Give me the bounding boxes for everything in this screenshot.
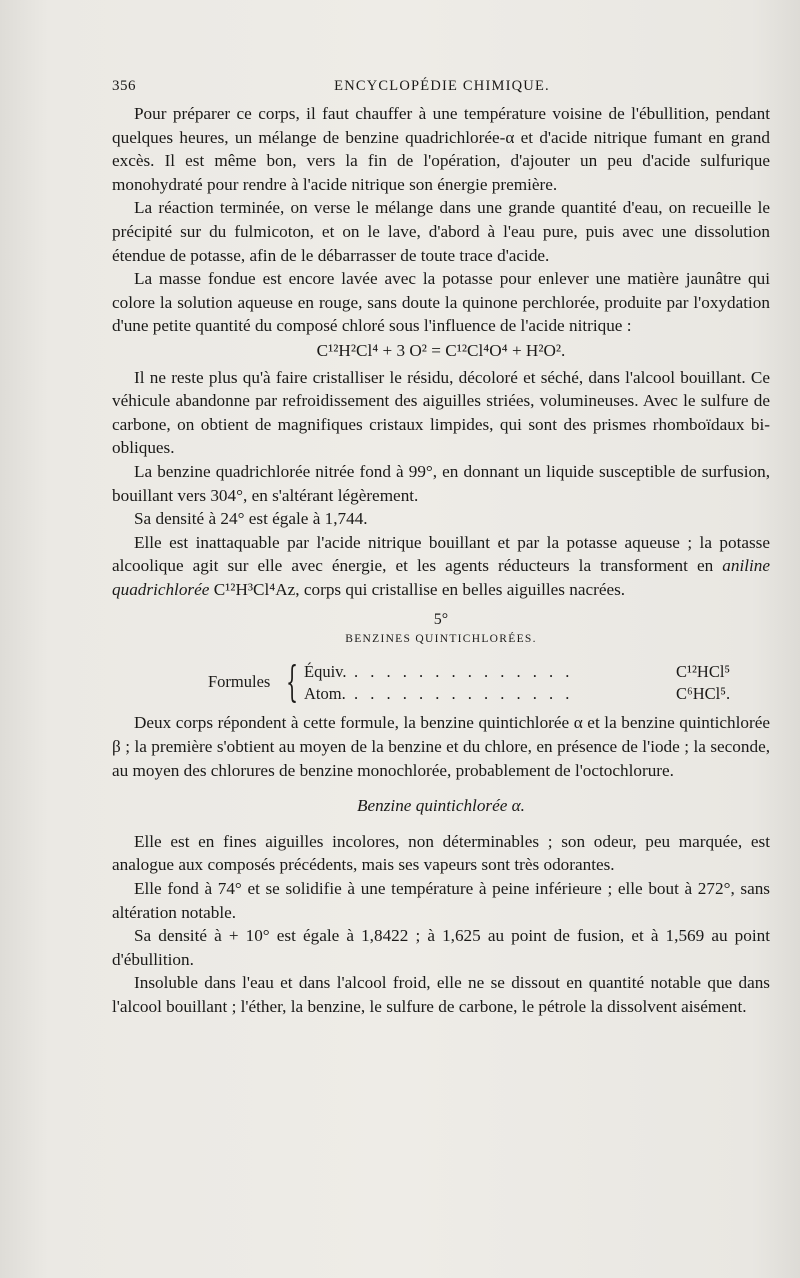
paragraph-solubility: Insoluble dans l'eau et dans l'alcool froid, elle ne se dissout en quantité notable que dans l'alcool bouillant ; l'éther, la benzine, le sulfure de carbone, le pétrole la dissolvent aisément.	[112, 973, 770, 1016]
paragraph-melting-point: La benzine quadrichlorée nitrée fond à 99°, en donnant un liquide susceptible de surfusion, bouillant vers 304°, en s'altérant légèrement.	[112, 461, 770, 505]
paragraph-appearance: Elle est en fines aiguilles incolores, non déterminables ; son odeur, peu marquée, est analogue aux composés précédents, mais ses vapeurs sont très odorantes.	[112, 831, 770, 875]
page-number: 356	[112, 78, 136, 94]
paragraph-density-alpha: Sa densité à + 10° est égale à 1,8422 ; à 1,625 au point de fusion, et à 1,569 au point d'ébullition.	[112, 926, 770, 969]
equiv-formula: C¹²HCl⁵	[676, 662, 731, 682]
formulas-table	[112, 659, 770, 711]
paragraph-fusion: Elle fond à 74° et se solidifie à une température à peine inférieure ; elle bout à 272°, sans altération notable.	[112, 879, 770, 922]
aniline-term: aniline quadrichlorée	[112, 556, 770, 599]
paragraph-reaction: La réaction terminée, on verse le mélange dans une grande quantité d'eau, on recueille le précipité sur du fulmicoton, et on le lave, d'abord à l'eau pure, puis avec une dissolution étendue de potasse, afin de le débarrasser de toute trace d'acide.	[112, 198, 770, 265]
section-title: BENZINES QUINTICHLORÉES.	[345, 633, 537, 646]
paragraph-two-bodies: Deux corps répondent à cette formule, la benzine quintichlorée α et la benzine quintichlorée β ; la première s'obtient au moyen de la benzine et du chlore, en présence de l'iode ; la seconde, au moyen des chlorures de benzine monochlorée, probablement de l'octochlorure.	[112, 713, 770, 780]
paragraph-density: Sa densité à 24° est égale à 1,744.	[134, 509, 368, 529]
chemical-equation: C¹²H²Cl⁴ + 3 O² = C¹²Cl⁴O⁴ + H²O².	[316, 340, 566, 360]
equiv-label: Équiv.	[304, 662, 347, 682]
formulas-label: Formules	[208, 672, 271, 692]
paragraph-reactivity	[112, 531, 770, 602]
paragraph-washing: La masse fondue est encore lavée avec la potasse pour enlever une matière jaunâtre qui colore la solution aqueuse en rouge, sans doute la quinone perchlorée, produite par l'oxydation d'une petite quantité du composé chloré sous l'influence de l'acide nitrique :	[112, 269, 770, 336]
atom-formula: C⁶HCl⁵.	[676, 684, 731, 704]
equiv-leader-dots: . . . . . . . . . . . . . .	[354, 662, 574, 682]
running-title: ENCYCLOPÉDIE CHIMIQUE.	[334, 78, 550, 94]
reactivity-text-start: Elle est inattaquable par l'acide nitrique bouillant et par la potasse aqueuse ; la potasse alcoolique agit sur elle avec énergie, et les agents réducteurs la transforment en	[112, 532, 770, 576]
body-text	[112, 102, 770, 1019]
running-head	[112, 78, 772, 102]
reactivity-text-end: C¹²H³Cl⁴Az, corps qui cristallise en belles aiguilles nacrées.	[209, 579, 626, 599]
section-number: 5°	[433, 611, 449, 629]
atom-label: Atom.	[304, 684, 346, 704]
paragraph-preparation: Pour préparer ce corps, il faut chauffer à une température voisine de l'ébullition, pendant quelques heures, un mélange de benzine quadrichlorée-α et d'acide nitrique fumant en grand excès. Il est même bon, vers la fin de l'opération, d'ajouter un peu d'acide sulfurique monohydraté pour rendre à l'acide nitrique son énergie première.	[112, 104, 770, 194]
atom-leader-dots: . . . . . . . . . . . . . .	[354, 684, 574, 704]
subheading-alpha: Benzine quintichlorée α.	[357, 796, 525, 816]
paragraph-crystallisation: Il ne reste plus qu'à faire cristalliser le résidu, décoloré et séché, dans l'alcool bouillant. Ce véhicule abandonne par refroidissement des aiguilles striées, volumineuses. Avec le sulfure de carbone, on obtient de magnifiques cristaux limpides, qui sont des prismes rhomboïdaux bi-obliques.	[112, 367, 770, 458]
brace-icon: {	[286, 657, 299, 707]
